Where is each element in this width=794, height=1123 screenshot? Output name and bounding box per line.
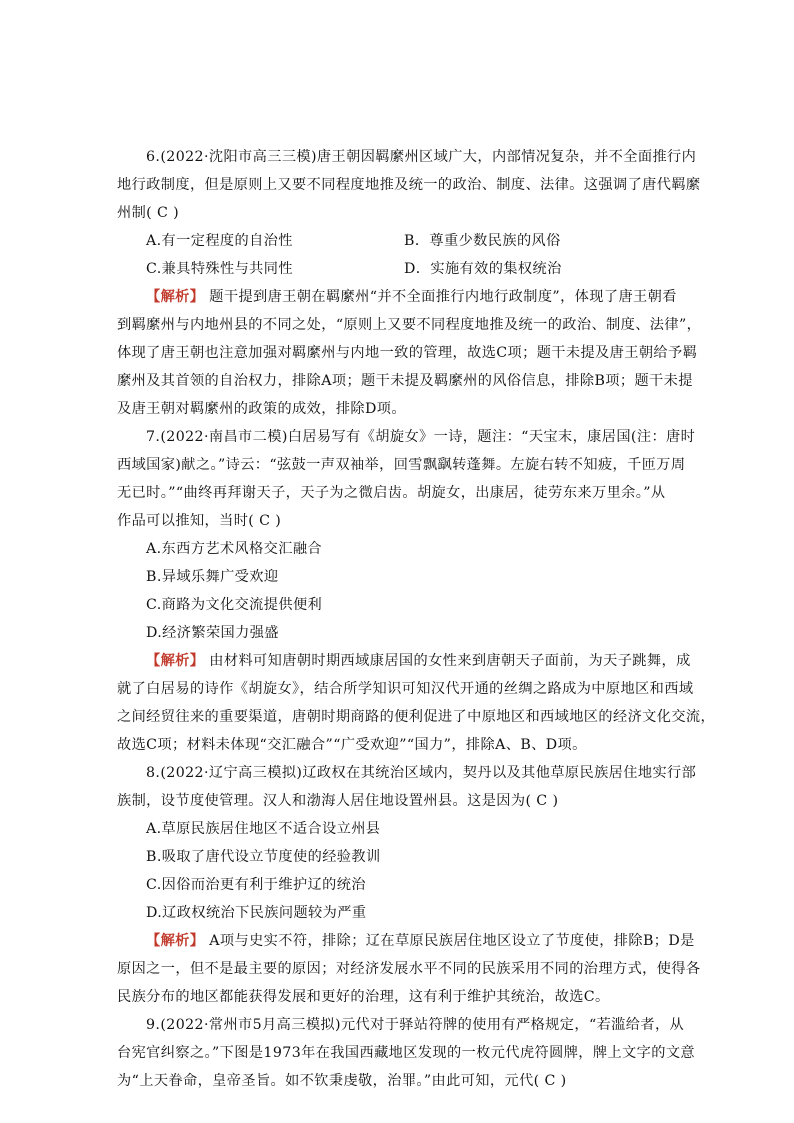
q7-analysis-line-1: [146, 651, 691, 671]
q6-stem-line-2: 地行政制度，但是原则上又要不同程度地推及统一的政治、制度、法律。这强调了唐代羁縻: [117, 177, 701, 193]
q8-analysis-line-3: 民族分布的地区都能获得发展和更好的治理，这有利于维护其统治，故选C。: [117, 989, 610, 1005]
q7-stem-line-2: 西域国家)献之。”诗云：“弦鼓一声双袖举，回雪飘飖转蓬舞。左旋右转不知疲，千匝万周: [117, 457, 686, 473]
q6-analysis-line-4: 縻州及其首领的自治权力，排除A项；题干未提及羁縻州的风俗信息，排除B项；题干未提: [117, 373, 693, 389]
q6-option-d: D．实施有效的集权统治: [404, 261, 562, 277]
q7-analysis-line-3: 之间经贸往来的重要渠道，唐朝时期商路的便利促进了中原地区和西域地区的经济文化交流，: [117, 709, 716, 725]
q7-analysis-line-2: 就了白居易的诗作《胡旋女》，结合所学知识可知汉代开通的丝绸之路成为中原地区和西域: [117, 681, 694, 697]
q6-stem-line-3: 州制( C ): [117, 205, 180, 221]
q9-stem-line-3: 为“上天眷命，皇帝圣旨。如不钦秉虔敬，治罪。”由此可知，元代( C ): [117, 1073, 567, 1089]
q8-option-b: B.吸取了唐代设立节度使的经验教训: [146, 849, 381, 865]
q6-analysis-line-1: [146, 287, 677, 307]
q7-stem-line-3: 无已时。”“曲终再拜谢天子，天子为之微启齿。胡旋女，出康居，徒劳东来万里余。”从: [117, 485, 666, 501]
analysis-tag: 【解析】: [146, 289, 205, 305]
q7-stem-line-1: 7.(2022·南昌市二模)白居易写有《胡旋女》一诗，题注：“天宝末，康居国(注：唐时: [146, 429, 696, 445]
q6-analysis-line-2: 到羁縻州与内地州县的不同之处，“原则上又要不同程度地推及统一的政治、制度、法律”，: [117, 317, 702, 333]
q8-option-a: A.草原民族居住地区不适合设立州县: [146, 821, 381, 837]
q7-option-d: D.经济繁荣国力强盛: [146, 625, 279, 641]
analysis-tag: 【解析】: [146, 653, 205, 669]
q8-analysis-line-1: [146, 931, 695, 951]
q7-analysis-text-1: 由材料可知唐朝时期西域康居国的女性来到唐朝天子面前，为天子跳舞，成: [204, 653, 691, 669]
q8-analysis-line-2: 原因之一，但不是最主要的原因；对经济发展水平不同的民族采用不同的治理方式，使得各: [117, 961, 701, 977]
q6-analysis-line-5: 及唐王朝对羁縻州的政策的成效，排除D项。: [117, 401, 406, 417]
q7-stem-line-4: 作品可以推知，当时( C ): [117, 513, 282, 529]
q9-stem-line-1: 9.(2022·常州市5月高三模拟)元代对于驿站符牌的使用有严格规定，“若滥给者，从: [146, 1017, 685, 1033]
q8-option-c: C.因俗而治更有利于维护辽的统治: [146, 877, 366, 893]
q6-option-c: C.兼具特殊性与共同性: [146, 261, 293, 277]
q6-option-b: B．尊重少数民族的风俗: [404, 233, 561, 249]
q6-analysis-line-3: 体现了唐王朝也注意加强对羁縻州与内地一致的管理，故选C项；题干未提及唐王朝给予羁: [117, 345, 698, 361]
q6-option-a: A.有一定程度的自治性: [146, 233, 293, 249]
q8-option-d: D.辽政权统治下民族问题较为严重: [146, 905, 367, 921]
q7-analysis-line-4: 故选C项；材料未体现“交汇融合”“广受欢迎”“国力”，排除A、B、D项。: [117, 737, 587, 753]
q6-stem-line-1: 6.(2022·沈阳市高三三模)唐王朝因羁縻州区域广大，内部情况复杂，并不全面推行内: [146, 149, 697, 165]
q6-analysis-text-1: 题干提到唐王朝在羁縻州“并不全面推行内地行政制度”，体现了唐王朝看: [204, 289, 677, 305]
q8-analysis-text-1: A项与史实不符，排除；辽在草原民族居住地区设立了节度使，排除B；D是: [204, 933, 695, 949]
q7-option-b: B.异域乐舞广受欢迎: [146, 569, 279, 585]
q8-stem-line-2: 族制，设节度使管理。汉人和渤海人居住地设置州县。这是因为( C ): [117, 793, 559, 809]
q7-option-a: A.东西方艺术风格交汇融合: [146, 541, 323, 557]
analysis-tag: 【解析】: [146, 933, 205, 949]
q9-stem-line-2: 台宪官纠察之。”下图是1973年在我国西藏地区发现的一枚元代虎符圆牌，牌上文字的文意: [117, 1045, 695, 1061]
q8-stem-line-1: 8.(2022·辽宁高三模拟)辽政权在其统治区域内，契丹以及其他草原民族居住地实行部: [146, 765, 697, 781]
q7-option-c: C.商路为文化交流提供便利: [146, 597, 323, 613]
